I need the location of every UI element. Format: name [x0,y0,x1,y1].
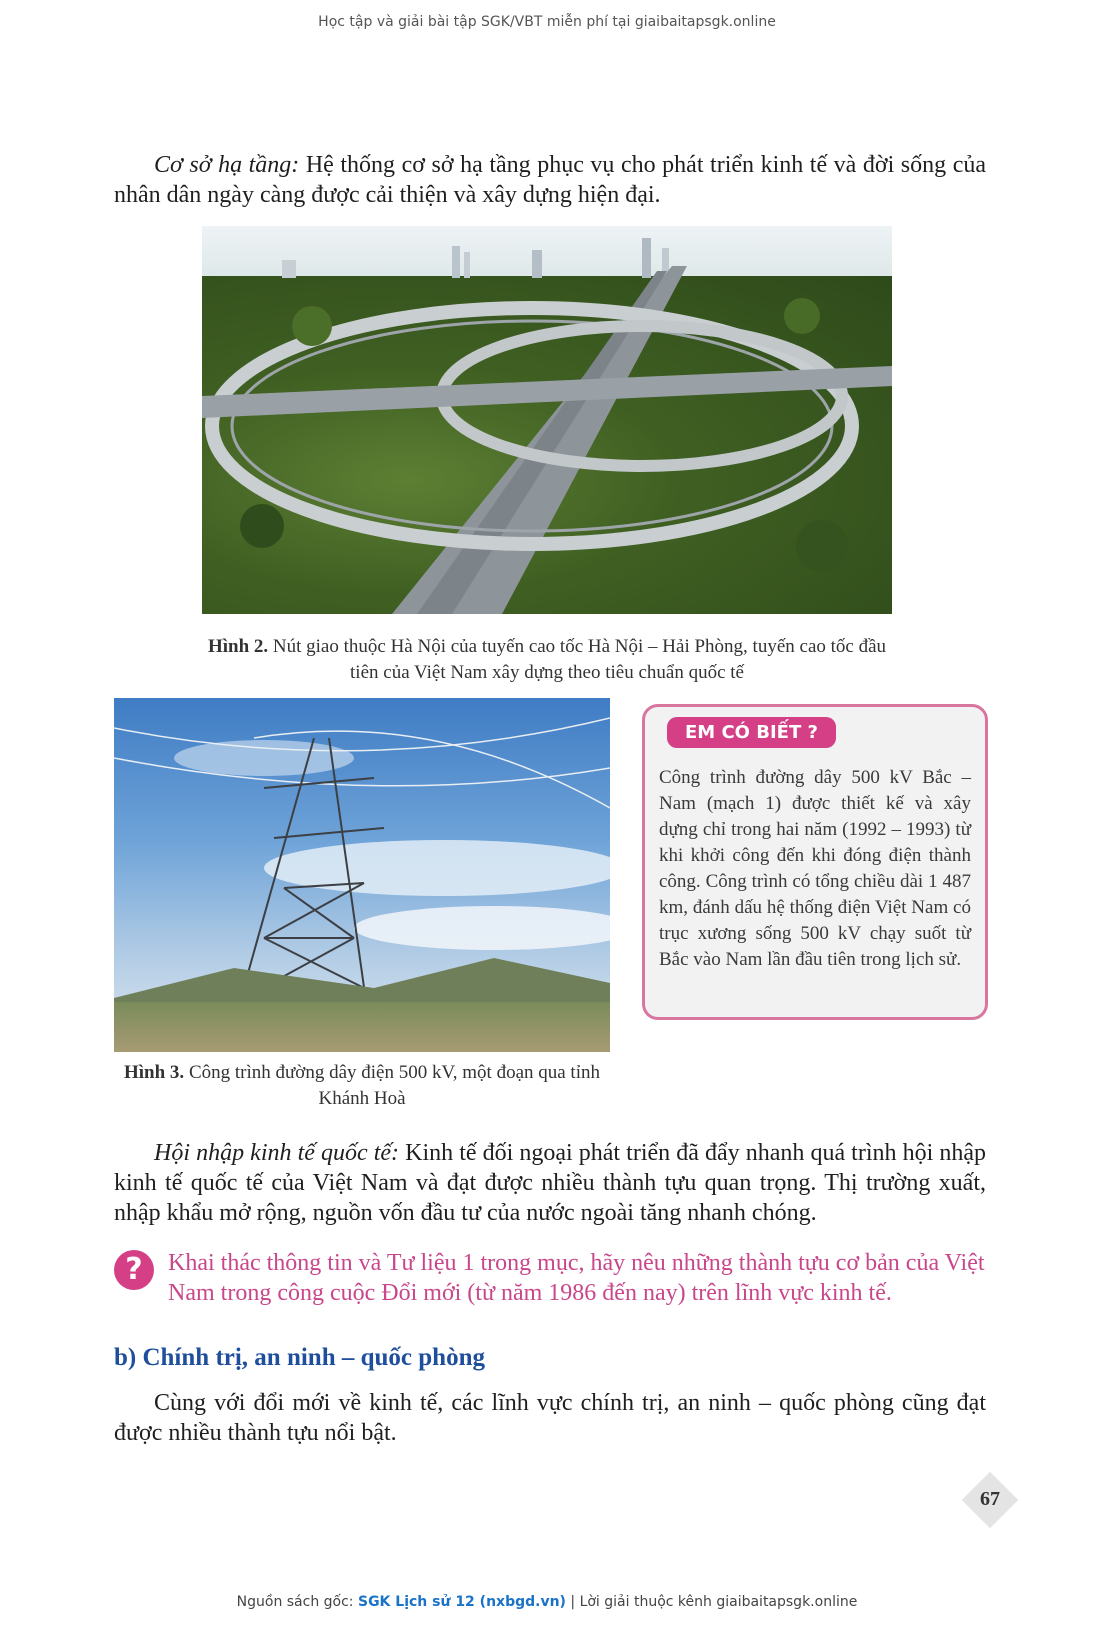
figure-caption-text: Nút giao thuộc Hà Nội của tuyến cao tốc Hà Nội – Hải Phòng, tuyến cao tốc đầu tiên của Việt Nam xây dựng theo tiêu chuẩn quốc tế [268,636,887,683]
question-text: Khai thác thông tin và Tư liệu 1 trong mục, hãy nêu những thành tựu cơ bản của Việt Nam trong công cuộc Đổi mới (từ năm 1986 đến nay) trên lĩnh vực kinh tế. [168,1250,985,1306]
paragraph-lead: Cơ sở hạ tầng: [154,152,300,178]
page-number: 67 [980,1488,1000,1510]
power-tower-illustration [114,698,610,1052]
figure-2-caption [202,634,892,686]
paragraph-text: Kinh tế đối ngoại phát triển đã đẩy nhanh quá trình hội nhập kinh tế quốc tế của Việt Nam và đạt được nhiều thành tựu quan trọng. Thị trường xuất, nhập khẩu mở rộng, nguồn vốn đầu tư của nước ngoài tăng nhanh chóng. [114,1140,986,1226]
did-you-know-body: Công trình đường dây 500 kV Bắc – Nam (mạch 1) được thiết kế và xây dựng chỉ trong hai năm (1992 – 1993) từ khi khởi công đến khi đóng điện thành công. Công trình có tổng chiều dài 1 487 km, đánh dấu hệ thống điện Việt Nam có trục xương sống 500 kV chạy suốt từ Bắc vào Nam lần đầu tiên trong lịch sử. [659,767,971,970]
section-heading: b) Chính trị, an ninh – quốc phòng [114,1344,485,1371]
did-you-know-box [642,704,988,1020]
footer-prefix: Nguồn sách gốc: [236,1594,358,1610]
figure-2-highway-photo [202,226,892,614]
paragraph-international-integration [114,1138,986,1228]
did-you-know-title: EM CÓ BIẾT ? [667,717,836,748]
page-footer [0,1594,1094,1610]
footer-source-link[interactable]: SGK Lịch sử 12 (nxbgd.vn) [357,1594,566,1610]
paragraph-infrastructure [114,150,986,210]
paragraph-politics-security: Cùng với đổi mới về kinh tế, các lĩnh vực chính trị, an ninh – quốc phòng cũng đạt được nhiều thành tựu nổi bật. [114,1390,986,1446]
figure-3-power-tower-photo [114,698,610,1052]
question-icon: ? [114,1250,154,1290]
figure-label: Hình 2. [207,636,269,657]
footer-suffix: | Lời giải thuộc kênh giaibaitapsgk.online [565,1594,858,1610]
page-header: Học tập và giải bài tập SGK/VBT miễn phí tại giaibaitapsgk.online [318,14,776,30]
highway-interchange-illustration [202,226,892,614]
figure-label: Hình 3. [123,1062,185,1083]
paragraph-text: Hệ thống cơ sở hạ tầng phục vụ cho phát triển kinh tế và đời sống của nhân dân ngày càng được cải thiện và xây dựng hiện đại. [114,152,987,208]
paragraph-lead: Hội nhập kinh tế quốc tế: [154,1140,400,1166]
figure-3-caption [114,1060,610,1112]
figure-caption-text: Công trình đường dây điện 500 kV, một đoạn qua tỉnh Khánh Hoà [184,1062,600,1109]
